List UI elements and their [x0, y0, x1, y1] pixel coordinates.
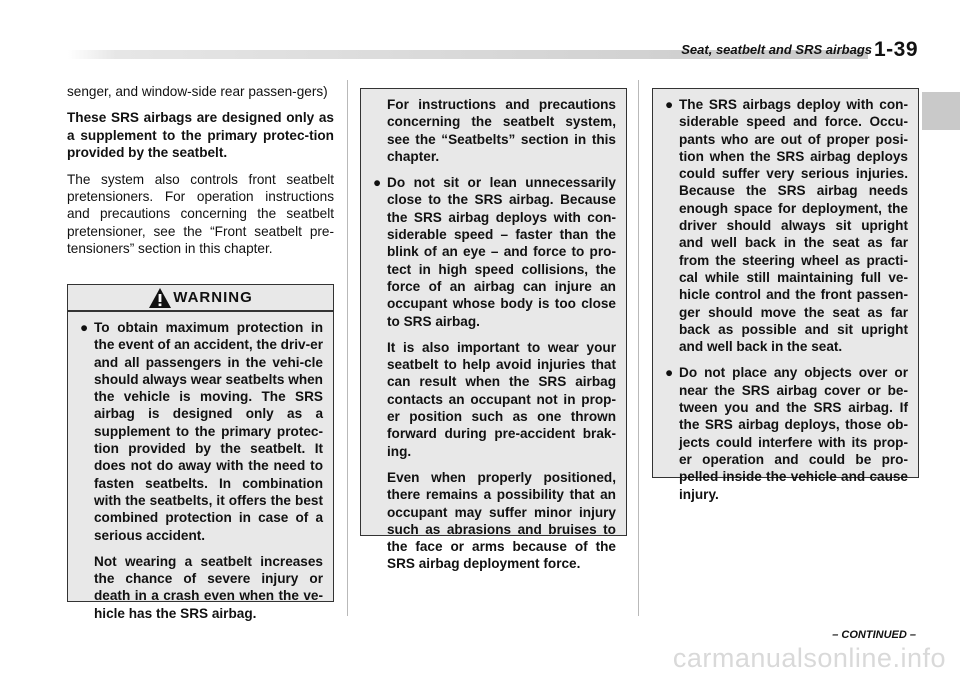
page-number: 1-39	[873, 38, 918, 61]
warning-header	[67, 284, 334, 311]
warning-text: Even when properly positioned, there remains a possibility that an occupant may suffer minor injury such as abrasions and bruises to the face or arms because of the SRS airbag deployment force.	[387, 469, 616, 572]
bullet: ●	[665, 97, 674, 112]
warning-item	[369, 174, 616, 330]
bullet: ●	[80, 320, 89, 335]
watermark: carmanualsonline.info	[672, 643, 946, 673]
column-divider	[638, 80, 639, 616]
body-paragraph: The system also controls front seatbelt pretensioners. For operation instructions and precautions concerning the seatbelt pretensioner, see the “Front seatbelt pre-tensioners” section in this chapter.	[67, 171, 334, 257]
continued-label: – CONTINUED –	[832, 629, 916, 641]
chapter-tab	[922, 92, 960, 130]
body-paragraph: senger, and window-side rear passen-gers)	[67, 84, 328, 99]
warning-item	[661, 96, 908, 355]
warning-box-continued	[652, 88, 919, 502]
warning-box	[67, 311, 334, 621]
warning-text: The SRS airbags deploy with con-siderable speed and force. Occu-pants who are out of proper posi-tion when the SRS airbag deploys could suffer very serious injuries. Because the SRS airbag needs enough space for deployment, the driver should always sit upright and well back in the seat as far from the steering wheel as practi-cal while still maintaining full ve-hicle control and the front passen-ger should move the seat as far back as possible and sit upright and well back in the seat.	[679, 97, 908, 355]
bullet: ●	[665, 365, 674, 381]
warning-text: Do not place any objects over or near the SRS airbag cover or be-tween you and the SRS airbag. If the SRS airbag deploys, those ob-jects could interfere with its prop-er operation and could be pro-pelled inside the vehicle and cause injury.	[679, 365, 908, 502]
warning-text: For instructions and precautions concerning the seatbelt system, see the “Seatbelts” section in this chapter.	[387, 97, 616, 164]
warning-box-continued	[360, 88, 627, 572]
warning-label: WARNING	[173, 289, 253, 306]
warning-triangle-icon	[148, 287, 172, 309]
warning-text: Do not sit or lean unnecessarily close to the SRS airbag. Because the SRS airbag deploys with con-siderable speed – faster than the blink of an eye – and force to pro-tect in high speed collisions, the force of an airbag can injure an occupant whose body is too close to SRS airbag.	[387, 175, 616, 329]
warning-item	[661, 364, 908, 502]
column-1	[67, 83, 334, 267]
warning-text: Not wearing a seatbelt increases the chance of severe injury or death in a crash even when the ve-hicle has the SRS airbag.	[94, 553, 323, 621]
body-paragraph: These SRS airbags are designed only as a supplement to the primary protec-tion provided by the seatbelt.	[67, 110, 334, 161]
warning-item	[76, 319, 323, 544]
bullet: ●	[373, 175, 382, 191]
warning-text: To obtain maximum protection in the event of an accident, the driv-er and all passengers in the vehi-cle should always wear seatbelts when the vehicle is moving. The SRS airbag is designed only as a supplement to the primary protec-tion provided by the seatbelt. It does not do away with the need to fasten seatbelts. In combination with the seatbelts, it offers the best combined protection in case of a serious accident.	[94, 320, 323, 543]
column-divider	[347, 80, 348, 616]
section-title: Seat, seatbelt and SRS airbags	[681, 42, 872, 57]
warning-text: It is also important to wear your seatbelt to help avoid injuries that can result when the SRS airbag contacts an occupant not in prop-er position such as one thrown forward during pre-accident brak-ing.	[387, 339, 616, 459]
